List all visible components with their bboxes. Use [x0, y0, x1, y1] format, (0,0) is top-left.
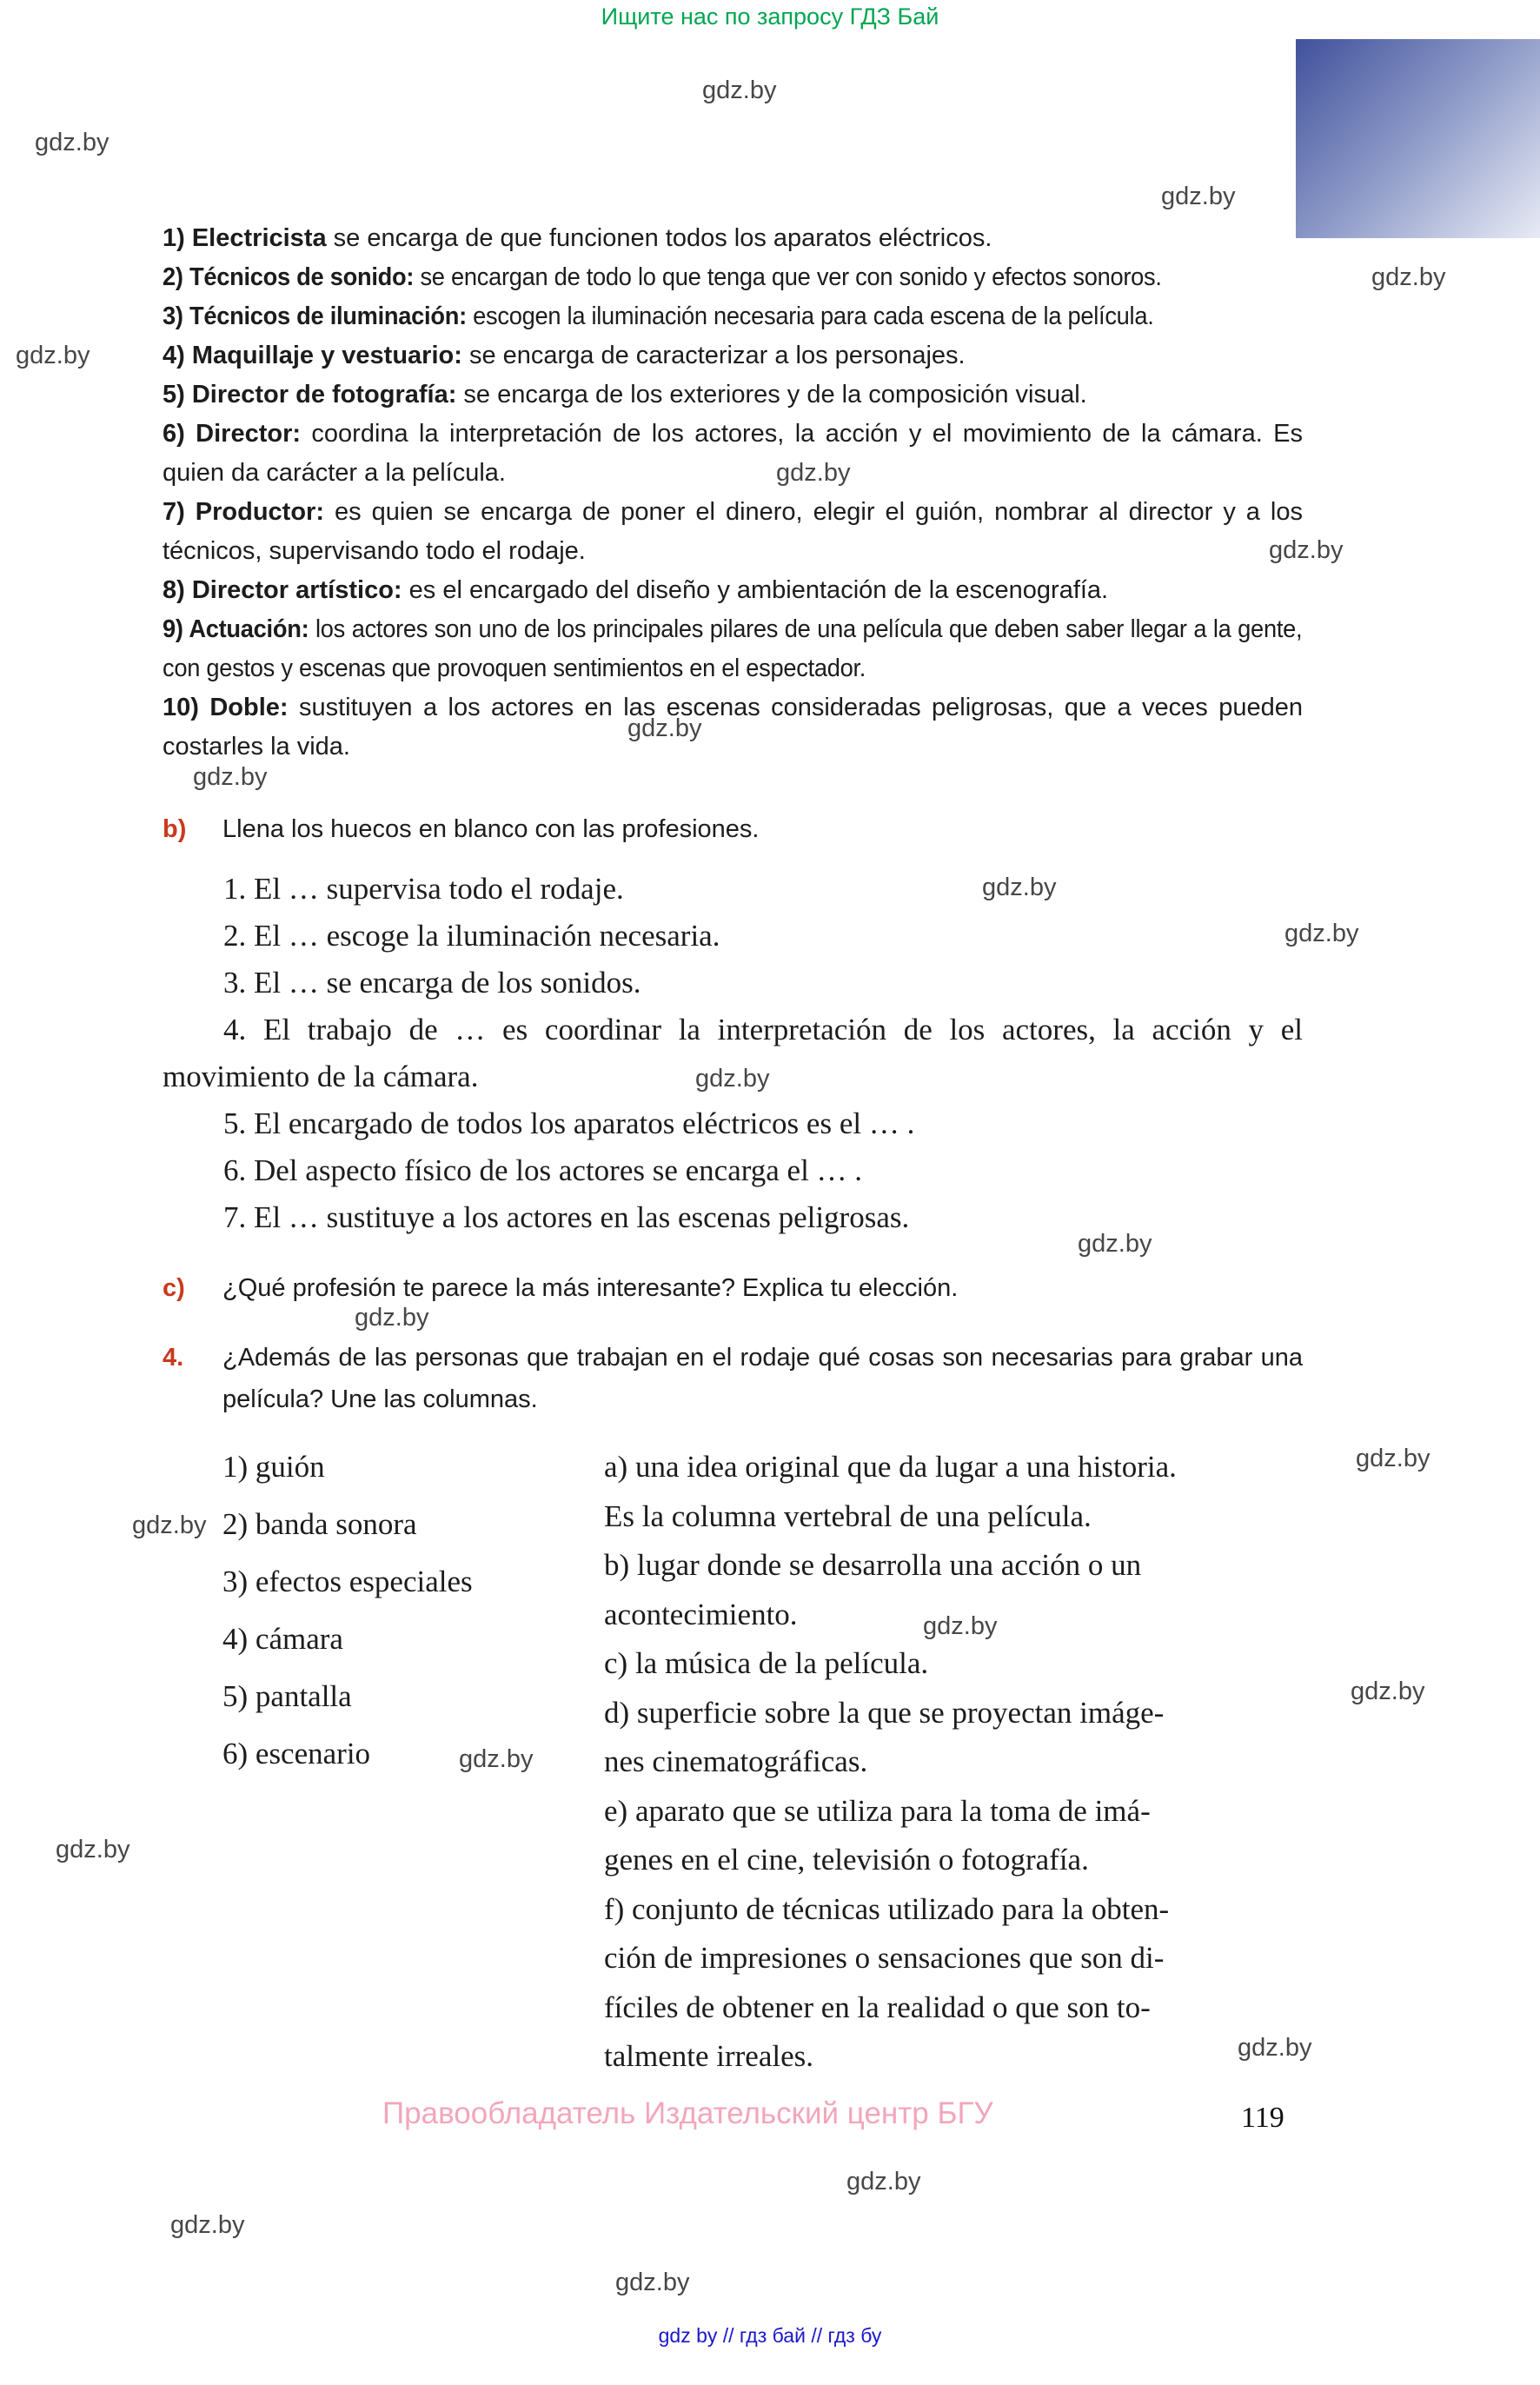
match-right-line: talmente irreales.	[604, 2039, 813, 2073]
exercise-4-title: ¿Además de las personas que trabajan en el rodaje qué cosas son necesarias para grabar una película? Une las columnas.	[222, 1344, 1303, 1413]
profession-item	[163, 297, 1302, 336]
fill-blank-item: 3. El … se encarga de los sonidos.	[223, 966, 641, 1000]
match-left-item: 6) escenario	[222, 1737, 371, 1770]
watermark: gdz.by	[1351, 1677, 1425, 1705]
profession-desc: los actores son uno de los principales pilares de una película que deben saber llegar a la gente, con gestos y escenas que provoquen sentimientos en el espectador.	[163, 615, 1303, 682]
fill-blank-item: 2. El … escoge la iluminación necesaria.	[223, 919, 720, 953]
watermark: gdz.by	[923, 1612, 998, 1640]
profession-desc: se encarga de los exteriores y de la composición visual.	[456, 381, 1087, 409]
watermark: gdz.by	[1161, 183, 1236, 210]
profession-desc: se encarga de que funcionen todos los aparatos eléctricos.	[326, 224, 992, 252]
profession-name: 8) Director artístico:	[163, 576, 402, 604]
fill-blank-item: 6. Del aspecto físico de los actores se encarga el … .	[223, 1153, 863, 1187]
profession-name: 2) Técnicos de sonido:	[163, 263, 415, 291]
profession-desc: es quien se encarga de poner el dinero, elegir el guión, nombrar al director y a los técnicos, supervisando todo el rodaje.	[163, 498, 1304, 565]
fill-blank-item: 1. El … supervisa todo el rodaje.	[223, 872, 624, 906]
exercise-b-title: Llena los huecos en blanco con las profesiones.	[222, 815, 760, 843]
fill-blank-item: 5. El encargado de todos los aparatos eléctricos es el … .	[223, 1106, 915, 1140]
watermark: gdz.by	[170, 2211, 245, 2239]
profession-desc: es el encargado del diseño y ambientación de la escenografía.	[402, 576, 1109, 604]
top-banner: Ищите нас по запросу ГДЗ Бай	[601, 3, 939, 30]
match-left-item: 1) guión	[222, 1450, 325, 1484]
profession-name: 4) Maquillaje y vestuario:	[163, 342, 462, 369]
match-right-line: d) superficie sobre la que se proyectan imáge-	[604, 1695, 1165, 1730]
corner-gradient-decoration	[1296, 39, 1540, 238]
match-left-item: 4) cámara	[222, 1622, 343, 1656]
fill-blank-item: 7. El … sustituye a los actores en las escenas peligrosas.	[223, 1200, 910, 1234]
fill-blank-item: 4. El trabajo de … es coordinar la interpretación de los actores, la acción y el movimiento de la cámara.	[163, 1013, 1303, 1093]
profession-name: 1) Electricista	[163, 224, 327, 252]
professions-list	[163, 219, 1303, 767]
watermark: gdz.by	[56, 1836, 130, 1863]
exercise-4-label: 4.	[163, 1344, 184, 1372]
profession-name: 6) Director:	[163, 420, 302, 448]
watermark: gdz.by	[1356, 1445, 1430, 1472]
exercise-c-title: ¿Qué profesión te parece la más interesante? Explica tu elección.	[222, 1274, 959, 1302]
watermark: gdz.by	[695, 1065, 770, 1093]
fill-blank-list	[163, 866, 1303, 1241]
profession-desc: se encargan de todo lo que tenga que ver con sonido y efectos sonoros.	[414, 263, 1162, 291]
exercise-4-header	[163, 1337, 1303, 1420]
watermark: gdz.by	[16, 342, 90, 369]
match-left-column	[222, 1438, 473, 1783]
copyright-text: Правообладатель Издательский центр БГУ	[382, 2096, 993, 2130]
profession-name: 5) Director de fotografía:	[163, 381, 457, 409]
exercise-c-label: c)	[163, 1274, 185, 1302]
footer-links[interactable]: gdz by // гдз бай // гдз бу	[658, 2324, 882, 2347]
profession-desc: sustituyen a los actores en las escenas consideradas peligrosas, que a veces pueden costarles la vida.	[163, 694, 1304, 761]
match-left-item: 3) efectos especiales	[222, 1565, 473, 1598]
profession-item	[163, 219, 1303, 258]
match-right-line: acontecimiento.	[604, 1597, 798, 1631]
match-right-line: ción de impresiones o sensaciones que son di-	[604, 1941, 1165, 1975]
profession-item	[163, 375, 1303, 415]
profession-name: 9) Actuación:	[163, 615, 309, 643]
watermark: gdz.by	[132, 1511, 207, 1539]
watermark: gdz.by	[1284, 920, 1359, 947]
profession-item	[163, 336, 1303, 375]
page-number: 119	[1241, 2102, 1284, 2134]
exercise-b-header	[163, 808, 1303, 850]
profession-item	[163, 571, 1303, 610]
match-right-line: nes cinematográficas.	[604, 1744, 868, 1778]
match-right-line: e) aparato que se utiliza para la toma de imá-	[604, 1793, 1151, 1828]
profession-desc: escogen la iluminación necesaria para cada escena de la película.	[466, 302, 1154, 330]
match-right-line: fíciles de obtener en la realidad o que son to-	[604, 1990, 1151, 2024]
profession-desc: se encarga de caracterizar a los personajes.	[461, 342, 966, 369]
watermark: gdz.by	[35, 129, 110, 156]
match-left-item: 2) banda sonora	[222, 1507, 417, 1541]
profession-item	[163, 610, 1302, 688]
watermark: gdz.by	[627, 714, 702, 742]
match-right-line: a) una idea original que da lugar a una historia.	[604, 1450, 1177, 1484]
profession-desc: coordina la interpretación de los actores, la acción y el movimiento de la cámara. Es quien da carácter a la película.	[163, 420, 1303, 487]
watermark: gdz.by	[1078, 1230, 1152, 1258]
watermark: gdz.by	[459, 1745, 534, 1773]
match-right-line: genes en el cine, televisión o fotografía.	[604, 1843, 1089, 1877]
profession-item	[163, 415, 1303, 493]
match-left-item: 5) pantalla	[222, 1679, 352, 1713]
watermark: gdz.by	[615, 2269, 690, 2296]
profession-item	[163, 688, 1303, 767]
watermark: gdz.by	[776, 459, 851, 487]
exercise-b-label: b)	[163, 815, 187, 843]
watermark: gdz.by	[1371, 263, 1446, 291]
watermark: gdz.by	[702, 76, 777, 104]
match-right-line: f) conjunto de técnicas utilizado para la obten-	[604, 1891, 1170, 1926]
watermark: gdz.by	[982, 874, 1057, 901]
profession-name: 10) Doble:	[163, 694, 289, 721]
profession-name: 3) Técnicos de iluminación:	[163, 302, 467, 330]
match-right-line: c) la música de la película.	[604, 1646, 929, 1680]
match-right-line: b) lugar donde se desarrolla una acción o un	[604, 1548, 1142, 1582]
watermark: gdz.by	[846, 2168, 921, 2196]
profession-name: 7) Productor:	[163, 498, 324, 526]
watermark: gdz.by	[1269, 536, 1344, 564]
profession-item	[163, 258, 1302, 297]
watermark: gdz.by	[1238, 2034, 1312, 2062]
match-right-column	[604, 1443, 1310, 2082]
watermark: gdz.by	[355, 1304, 429, 1332]
exercise-c-header	[163, 1267, 1303, 1309]
watermark: gdz.by	[193, 763, 268, 791]
profession-item	[163, 493, 1303, 571]
match-right-line: Es la columna vertebral de una película.	[604, 1498, 1092, 1533]
